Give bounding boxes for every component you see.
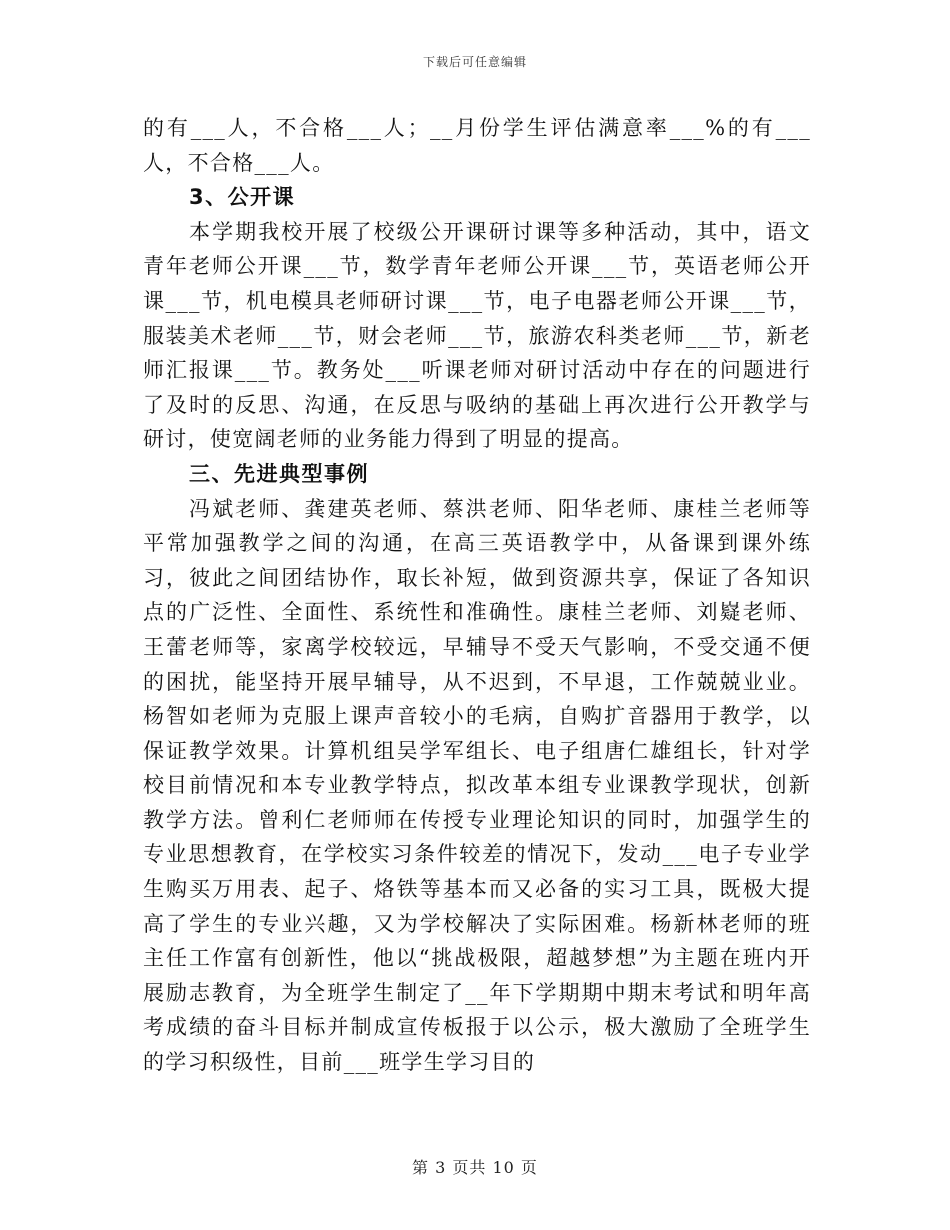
paragraph-continued: 的有___人，不合格___人；__月份学生评估满意率___%的有___人，不合格___人。 — [143, 116, 811, 175]
section-heading-examples: 三、先进典型事例 — [189, 461, 369, 486]
document-body — [143, 111, 811, 1080]
paragraph-open-class: 本学期我校开展了校级公开课研讨课等多种活动，其中，语文青年老师公开课___节，数学青年老师公开课___节，英语老师公开课___节，机电模具老师研讨课___节，电子电器老师公开课___节，服装美术老师___节，财会老师___节，旅游农科类老师___节，新老师汇报课___节。教务处___听课老师对研讨活动中存在的问题进行了及时的反思、沟通，在反思与吸纳的基础上再次进行公开教学与研讨，使宽阔老师的业务能力得到了明显的提高。 — [143, 219, 811, 452]
paragraph-examples: 冯斌老师、龚建英老师、蔡洪老师、阳华老师、康桂兰老师等平常加强教学之间的沟通，在高三英语教学中，从备课到课外练习，彼此之间团结协作，取长补短，做到资源共享，保证了各知识点的广泛性、全面性、系统性和准确性。康桂兰老师、刘嶷老师、王蕾老师等，家离学校较远，早辅导不受天气影响，不受交通不便的困扰，能坚持开展早辅导，从不迟到，不早退，工作兢兢业业。杨智如老师为克服上课声音较小的毛病，自购扩音器用于教学，以保证教学效果。计算机组吴学军组长、电子组唐仁雄组长，针对学校目前情况和本专业教学特点，拟改革本组专业课教学现状，创新教学方法。曾利仁老师师在传授专业理论知识的同时，加强学生的专业思想教育，在学校实习条件较差的情况下，发动___电子专业学生购买万用表、起子、烙铁等基本而又必备的实习工具，既极大提高了学生的专业兴趣，又为学校解决了实际困难。杨新林老师的班主任工作富有创新性，他以“挑战极限，超越梦想”为主题在班内开展励志教育，为全班学生制定了__年下学期期中期末考试和明年高考成绩的奋斗目标并制成宣传板报于以公示，极大激励了全班学生的学习积级性，目前___班学生学习目的 — [143, 496, 811, 1075]
page-number: 第 3 页共 10 页 — [412, 1158, 538, 1177]
section-heading-open-class: 3、公开课 — [189, 185, 296, 210]
page-header-note: 下载后可任意编辑 — [422, 55, 527, 69]
